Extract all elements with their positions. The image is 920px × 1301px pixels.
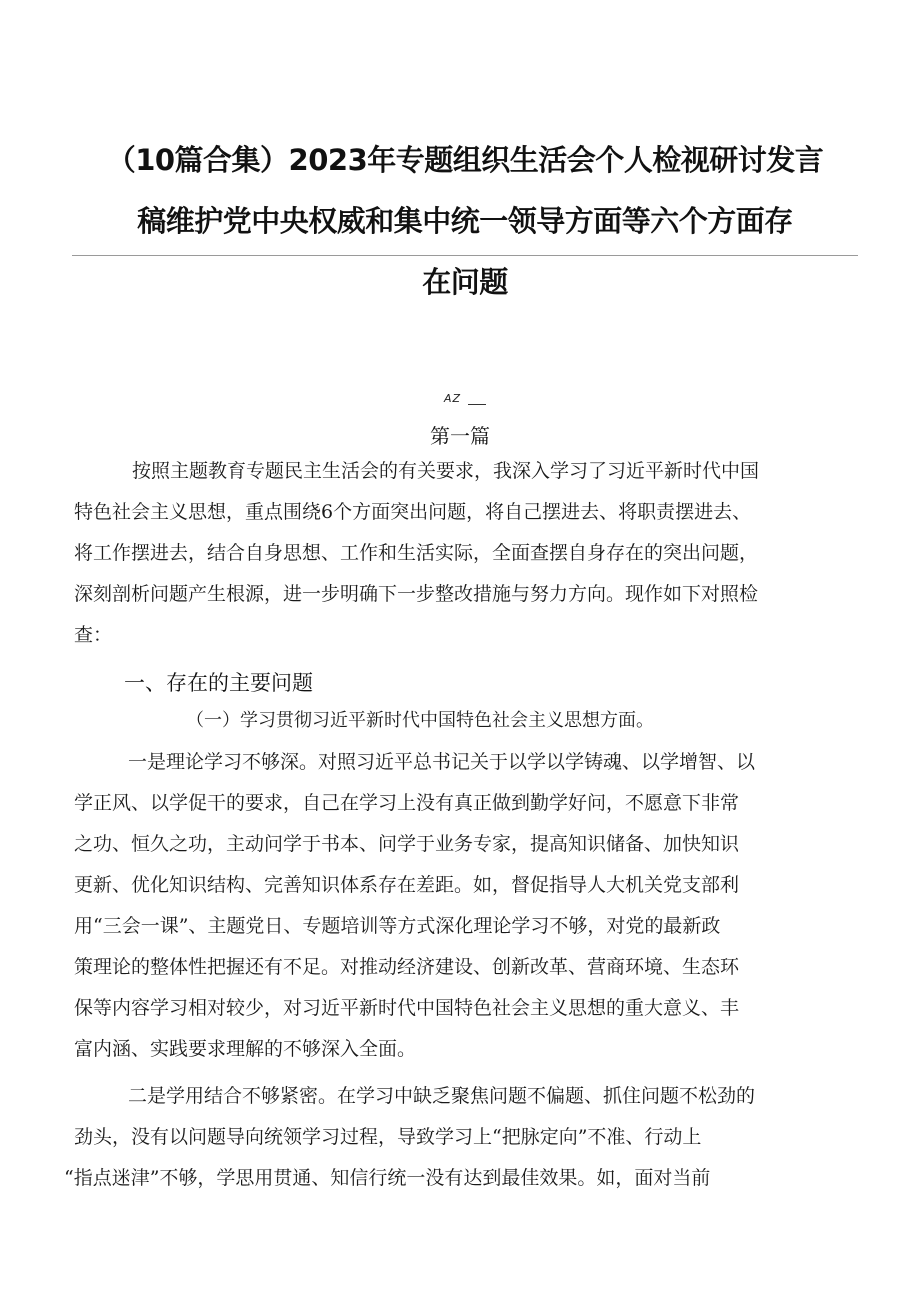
para2-line-2: 劲头，没有以问题导向统领学习过程，导致学习上“把脉定向”不准、行动上 bbox=[74, 1126, 702, 1148]
piece-title: 第一篇 bbox=[430, 424, 490, 448]
mark-underline bbox=[468, 404, 486, 405]
intro-line-1: 按照主题教育专题民主生活会的有关要求，我深入学习了习近平新时代中国 bbox=[132, 460, 760, 482]
sub-heading: （一）学习贯彻习近平新时代中国特色社会主义思想方面。 bbox=[186, 710, 654, 731]
para1-line-3: 之功、恒久之功，主动问学于书本、问学于业务专家，提高知识储备、加快知识 bbox=[74, 833, 740, 855]
title-line-3: 在问题 bbox=[422, 265, 508, 299]
para2-line-3: “指点迷津”不够，学思用贯通、知信行统一没有达到最佳效果。如，面对当前 bbox=[64, 1167, 711, 1189]
para1-line-8: 富内涵、实践要求理解的不够深入全面。 bbox=[74, 1038, 417, 1060]
section-heading: 一、存在的主要问题 bbox=[124, 671, 313, 695]
title-divider bbox=[72, 255, 858, 256]
document-title bbox=[70, 130, 860, 313]
para1-line-5: 用“三会一课”、主题党日、专题培训等方式深化理论学习不够，对党的最新政 bbox=[74, 915, 721, 937]
para1-line-6: 策理论的整体性把握还有不足。对推动经济建设、创新改革、营商环境、生态环 bbox=[74, 956, 740, 978]
para1-line-2: 学正风、以学促干的要求，自己在学习上没有真正做到勤学好问，不愿意下非常 bbox=[74, 792, 740, 814]
intro-line-2: 特色社会主义思想，重点围绕6个方面突出问题，将自己摆进去、将职责摆进去、 bbox=[74, 501, 752, 523]
para1-line-7: 保等内容学习相对较少，对习近平新时代中国特色社会主义思想的重大意义、丰 bbox=[74, 997, 740, 1019]
intro-line-4: 深刻剖析问题产生根源，进一步明确下一步整改措施与努力方向。现作如下对照检 bbox=[74, 583, 759, 605]
intro-line-3: 将工作摆进去，结合自身思想、工作和生活实际，全面查摆自身存在的突出问题， bbox=[74, 542, 759, 564]
para1-line-1: 一是理论学习不够深。对照习近平总书记关于以学以学铸魂、以学增智、以 bbox=[128, 751, 756, 773]
para1-line-4: 更新、优化知识结构、完善知识体系存在差距。如，督促指导人大机关党支部利 bbox=[74, 874, 740, 896]
intro-line-5: 查： bbox=[74, 624, 113, 646]
document-mark: AZ bbox=[444, 392, 462, 405]
title-line-1: （10篇合集）2023年专题组织生活会个人检视研讨发言 bbox=[106, 143, 824, 177]
title-line-2: 稿维护党中央权威和集中统一领导方面等六个方面存 bbox=[137, 204, 793, 238]
para2-line-1: 二是学用结合不够紧密。在学习中缺乏聚焦问题不偏题、抓住问题不松劲的 bbox=[128, 1085, 756, 1107]
